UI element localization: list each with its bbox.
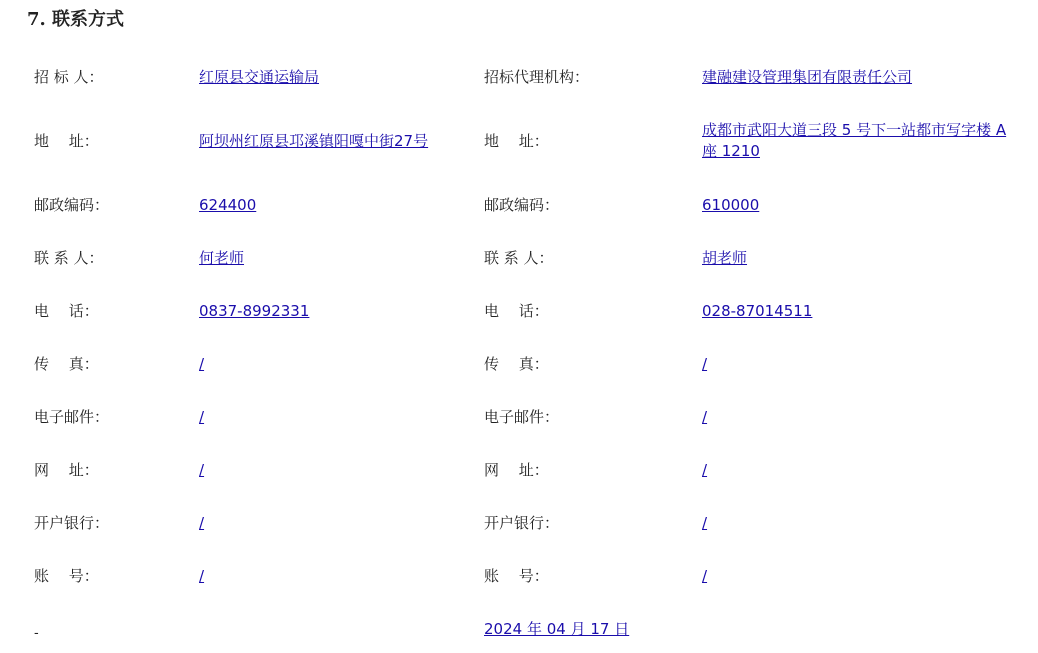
contact-row-account: [0, 566, 1038, 596]
left-value-link[interactable]: 何老师: [199, 249, 245, 267]
contact-row-fax: [0, 354, 1038, 384]
left-value-link[interactable]: /: [199, 514, 205, 532]
right-value-link[interactable]: /: [702, 461, 708, 479]
right-label: 邮政编码：: [484, 196, 560, 214]
left-label: 邮政编码：: [34, 196, 110, 214]
left-label: 地 址：: [34, 132, 99, 150]
left-label: 账 号：: [34, 567, 99, 585]
right-value-link[interactable]: 610000: [702, 196, 760, 214]
contact-row-email: [0, 407, 1038, 437]
left-label: 招 标 人：: [34, 68, 104, 86]
contact-row-person: [0, 248, 1038, 278]
right-value-link[interactable]: /: [702, 408, 708, 426]
left-label: 电 话：: [34, 302, 99, 320]
right-label: 电 话：: [484, 302, 549, 320]
right-value-link[interactable]: 028-87014511: [702, 302, 813, 320]
left-value-link[interactable]: 624400: [199, 196, 257, 214]
right-value-link[interactable]: /: [702, 514, 708, 532]
right-value-link[interactable]: 建融建设管理集团有限责任公司: [702, 68, 913, 86]
left-value-link[interactable]: 0837-8992331: [199, 302, 310, 320]
right-label: 招标代理机构：: [484, 68, 590, 86]
right-value-link[interactable]: /: [702, 567, 708, 585]
contact-row-postcode: [0, 195, 1038, 225]
left-value-link[interactable]: 红原县交通运输局: [199, 68, 320, 86]
date-link[interactable]: 2024 年 04 月 17 日: [484, 620, 630, 638]
right-label: 地 址：: [484, 132, 549, 150]
right-address-link[interactable]: 成都市武阳大道三段 5 号下一站都市写字楼 A 座 1210: [702, 121, 1007, 160]
contact-row-phone: [0, 301, 1038, 331]
left-value-link[interactable]: /: [199, 567, 205, 585]
left-label: 联 系 人：: [34, 249, 104, 267]
contact-row-tenderer: [0, 67, 1038, 97]
contact-row-bank: [0, 513, 1038, 543]
right-label: 开户银行：: [484, 514, 560, 532]
footer-dash: -: [34, 626, 39, 641]
left-label: 网 址：: [34, 461, 99, 479]
left-value-link[interactable]: /: [199, 408, 205, 426]
contact-row-website: [0, 460, 1038, 490]
right-label: 电子邮件：: [484, 408, 560, 426]
left-label: 开户银行：: [34, 514, 110, 532]
section-title: 7. 联系方式: [27, 9, 125, 30]
right-value-link[interactable]: /: [702, 355, 708, 373]
left-value-link[interactable]: /: [199, 461, 205, 479]
right-label: 网 址：: [484, 461, 549, 479]
left-value-link[interactable]: 阿坝州红原县邛溪镇阳嘎中街27号: [199, 132, 429, 150]
left-label: 电子邮件：: [34, 408, 110, 426]
left-label: 传 真：: [34, 355, 99, 373]
right-label: 传 真：: [484, 355, 549, 373]
right-value-link[interactable]: 胡老师: [702, 249, 748, 267]
right-label: 账 号：: [484, 567, 549, 585]
left-value-link[interactable]: /: [199, 355, 205, 373]
right-label: 联 系 人：: [484, 249, 554, 267]
